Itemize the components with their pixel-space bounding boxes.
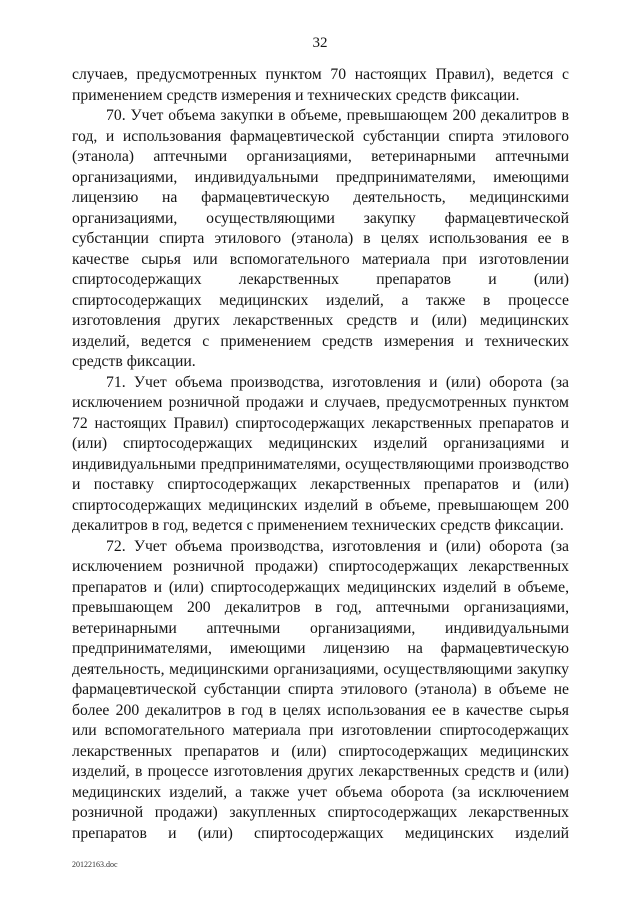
document-body [72,65,569,844]
file-name-footer: 20122163.doc [72,860,118,869]
paragraph-72: 72. Учет объема производства, изготовления и (или) оборота (за исключением розничной продажи) спиртосодержащих лекарственных препаратов и (или) спиртосодержащих медицинских изделий в объеме, превышающем 200 декалитров в год, аптечными организациями, ветеринарными аптечными организациями, индивидуальными предпринимателями, имеющими лицензию на фармацевтическую деятельность, медицинскими организациями, осуществляющими закупку фармацевтической субстанции спирта этилового (этанола) в объеме не более 200 декалитров в год в целях использования ее в качестве сырья или вспомогательного материала при изготовлении спиртосодержащих лекарственных препаратов и (или) спиртосодержащих медицинских изделий, в процессе изготовления других лекарственных средств и (или) медицинских изделий, а также учет объема оборота (за исключением розничной продажи) закупленных спиртосодержащих лекарственных препаратов и (или) спиртосодержащих медицинских изделий [72,537,569,842]
paragraph-70: 70. Учет объема закупки в объеме, превышающем 200 декалитров в год, и использования фармацевтической субстанции спирта этилового (этанола) аптечными организациями, ветеринарными аптечными организациями, индивидуальными предпринимателями, имеющими лицензию на фармацевтическую деятельность, медицинскими организациями, осуществляющими закупку фармацевтической субстанции спирта этилового (этанола) в целях использования ее в качестве сырья или вспомогательного материала при изготовлении спиртосодержащих лекарственных препаратов и (или) спиртосодержащих медицинских изделий, а также в процессе изготовления других лекарственных средств и (или) медицинских изделий, ведется с применением средств измерения и технических средств фиксации. [72,107,569,370]
paragraph-continuation: случаев, предусмотренных пунктом 70 настоящих Правил), ведется с применением средств измерения и технических средств фиксации. [72,66,569,104]
page-number: 32 [312,35,328,51]
paragraph-71: 71. Учет объема производства, изготовления и (или) оборота (за исключением розничной продажи и случаев, предусмотренных пунктом 72 настоящих Правил) спиртосодержащих лекарственных препаратов и (или) спиртосодержащих медицинских изделий организациями и индивидуальными предпринимателями, осуществляющими производство и поставку спиртосодержащих лекарственных препаратов и (или) спиртосодержащих медицинских изделий в объеме, превышающем 200 декалитров в год, ведется с применением технических средств фиксации. [72,373,569,534]
